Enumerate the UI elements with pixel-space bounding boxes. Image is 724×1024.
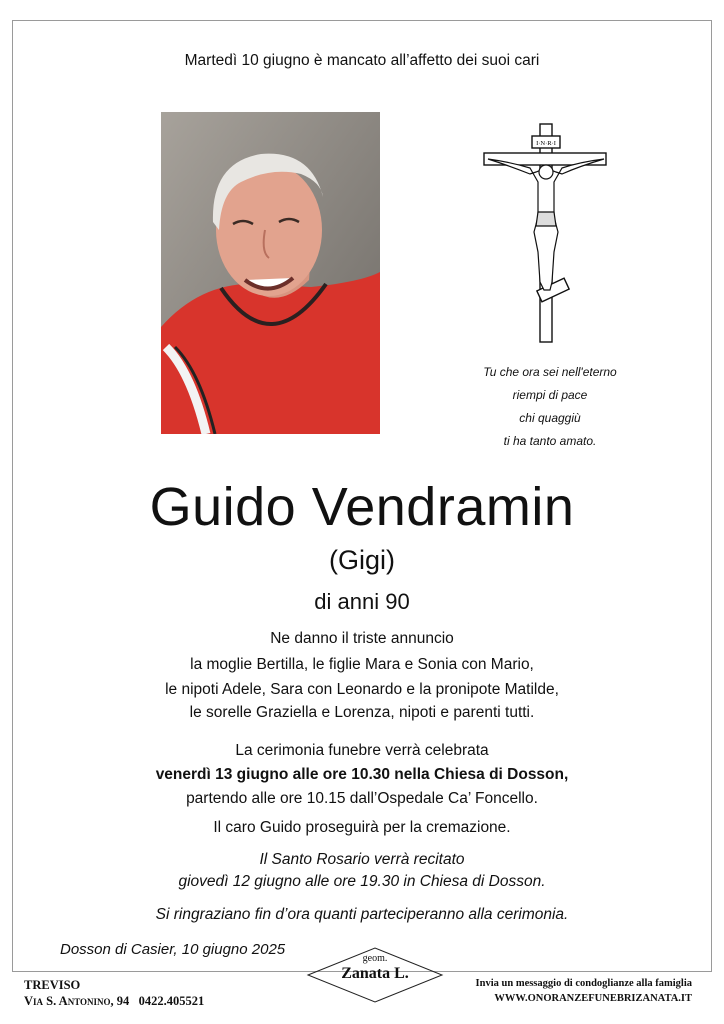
deceased-age: di anni 90 [314, 589, 410, 614]
logo-prefix: geom. [362, 953, 388, 964]
verse-line-2: riempi di pace [512, 388, 588, 402]
logo-name: Zanata L. [341, 965, 409, 982]
deceased-nickname: (Gigi) [329, 545, 395, 575]
thanks-line: Si ringraziano fin d’ora quanti parteciperanno alla cerimonia. [155, 906, 569, 923]
cremation-line: Il caro Guido proseguirà per la cremazione. [213, 819, 511, 836]
crucifix-icon [480, 122, 610, 344]
verse-line-4: ti ha tanto amato. [503, 434, 597, 448]
family-line-2: la moglie Bertilla, le figlie Mara e Sonia con Mario, [190, 656, 534, 673]
family-line-3: le nipoti Adele, Sara con Leonardo e la pronipote Matilde, [165, 681, 559, 698]
rosary-line-1: Il Santo Rosario verrà recitato [259, 851, 465, 868]
condolence-message: Invia un messaggio di condoglianze alla famiglia [475, 978, 692, 989]
ceremony-line-3: partendo alle ore 10.15 dall’Ospedale Ca’ Foncello. [186, 790, 538, 807]
footer-phone: 0422.405521 [138, 994, 205, 1008]
family-line-4: le sorelle Graziella e Lorenza, nipoti e parenti tutti. [189, 704, 535, 721]
inri-label: I·N·R·I [536, 140, 556, 147]
portrait-photo [161, 112, 380, 434]
ceremony-line-2: venerdì 13 giugno alle ore 10.30 nella Chiesa di Dosson, [155, 766, 569, 783]
verse-line-1: Tu che ora sei nell'eterno [483, 365, 617, 379]
ceremony-line-1: La cerimonia funebre verrà celebrata [235, 742, 489, 759]
website-link[interactable]: WWW.ONORANZEFUNEBRIZANATA.IT [494, 993, 692, 1004]
family-line-1: Ne danno il triste annuncio [270, 630, 454, 647]
company-logo [306, 946, 444, 1004]
death-announcement: Martedì 10 giugno è mancato all’affetto dei suoi cari [184, 52, 540, 69]
footer-address: Via S. Antonino, 94 [24, 994, 130, 1008]
verse-line-3: chi quaggiù [519, 411, 581, 425]
footer-address-line [24, 994, 204, 1009]
footer-city: TREVISO [24, 978, 81, 992]
place-date: Dosson di Casier, 10 giugno 2025 [60, 941, 286, 958]
deceased-name: Guido Vendramin [149, 477, 575, 537]
rosary-line-2: giovedì 12 giugno alle ore 19.30 in Chiesa di Dosson. [178, 873, 546, 890]
